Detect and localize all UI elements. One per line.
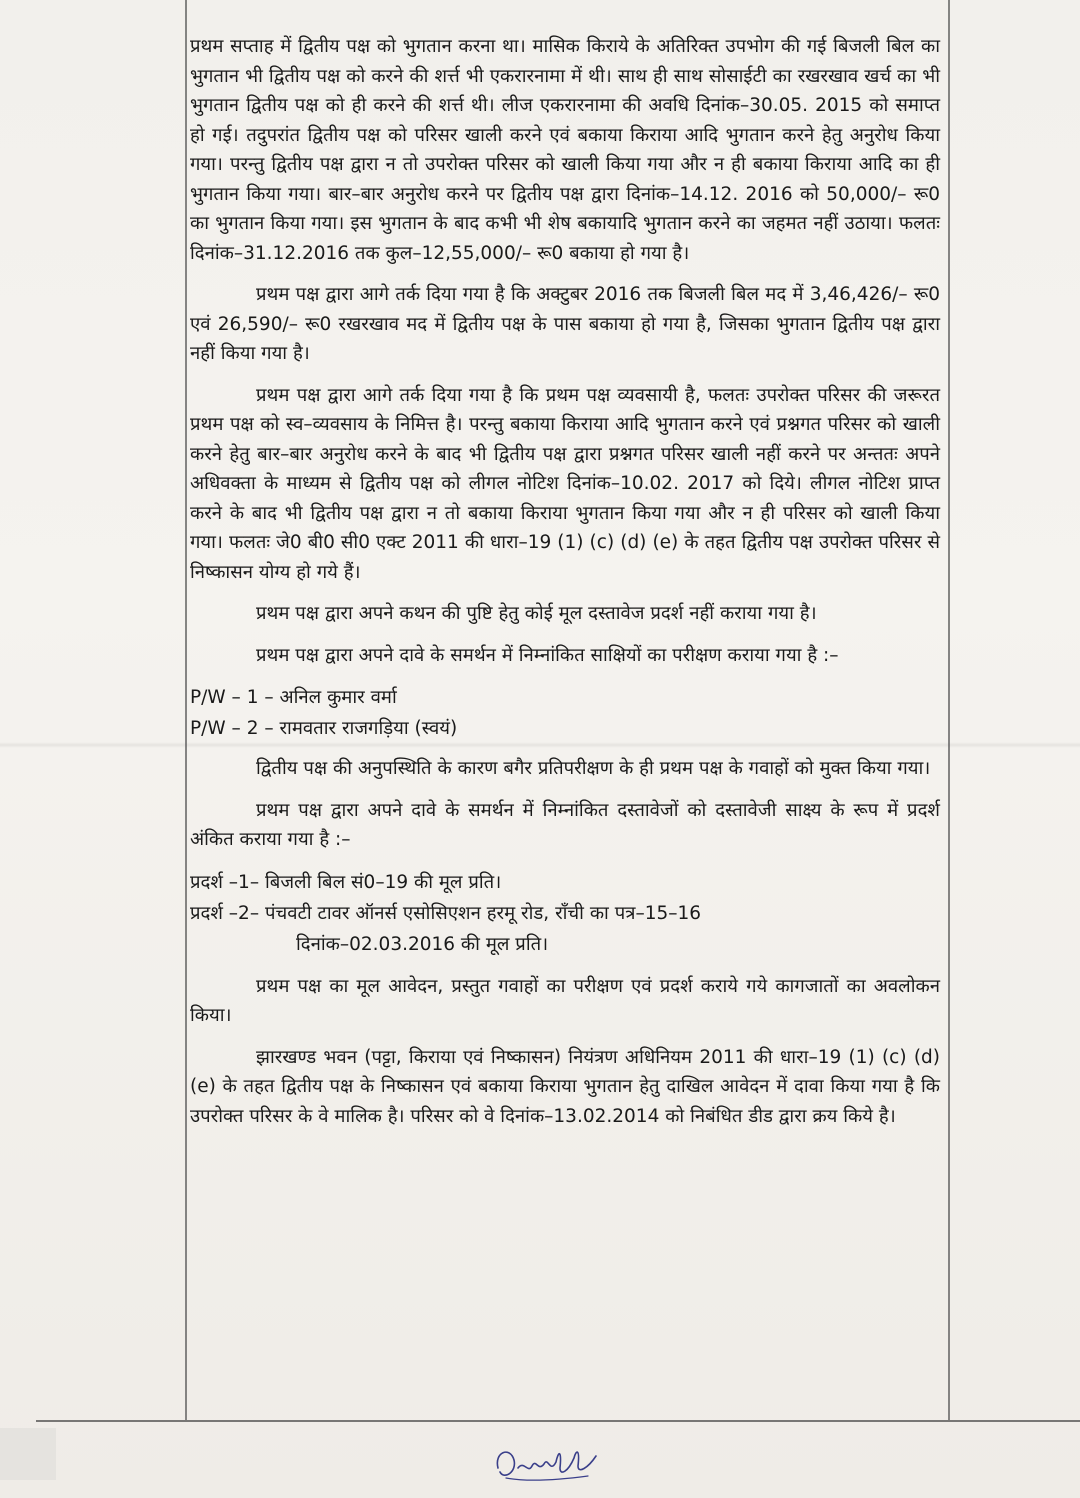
paragraph-3: प्रथम पक्ष द्वारा आगे तर्क दिया गया है कि प्रथम पक्ष व्यवसायी है, फलतः उपरोक्त परिसर की जरूरत प्रथम पक्ष को स्व–व्यवसाय के निमित्त है। परन्तु बकाया किराया आदि भुगतान करने एवं प्रश्नगत परिसर को खाली करने हेतु बार–बार अनुरोध करने के बाद भी द्वितीय पक्ष द्वारा प्रश्नगत परिसर खाली नहीं करने पर अन्ततः अपने अधिवक्ता के माध्यम से द्वितीय पक्ष को लीगल नोटिश दिनांक–10.02. 2017 को दिये। लीगल नोटिश प्राप्त करने के बाद भी द्वितीय पक्ष द्वारा न तो बकाया किराया भुगतान किया गया और न ही परिसर को खाली किया गया। फलतः जे0 बी0 सी0 एक्ट 2011 की धारा–19 (1) (c) (d) (e) के तहत द्वितीय पक्ष उपरोक्त परिसर से निष्कासन योग्य हो गये हैं। xyxy=(190,384,940,583)
exhibit-2-continued: दिनांक–02.03.2016 की मूल प्रति। xyxy=(296,933,549,955)
paragraph-8: प्रथम पक्ष का मूल आवेदन, प्रस्तुत गवाहों का परीक्षण एवं प्रदर्श कराये गये कागजातों का अवलोकन किया। xyxy=(190,975,940,1026)
paragraph-2: प्रथम पक्ष द्वारा आगे तर्क दिया गया है कि अक्टुबर 2016 तक बिजली बिल मद में 3,46,426/– रू0 एवं 26,590/– रू0 रखरखाव मद में द्वितीय पक्ष के पास बकाया हो गया है, जिसका भुगतान द्वितीय पक्ष द्वारा नहीं किया गया है। xyxy=(190,284,940,364)
paragraph-6: द्वितीय पक्ष की अनुपस्थिति के कारण बगैर प्रतिपरीक्षण के ही प्रथम पक्ष के गवाहों को मुक्त किया गया। xyxy=(256,758,931,779)
left-margin-rule xyxy=(185,0,187,1420)
witness-1: P/W – 1 – अनिल कुमार वर्मा xyxy=(190,687,397,708)
exhibit-1: प्रदर्श –1– बिजली बिल सं0–19 की मूल प्रति। xyxy=(190,871,502,893)
exhibit-list xyxy=(190,867,940,960)
bottom-rule xyxy=(36,1420,1080,1422)
paragraph-4: प्रथम पक्ष द्वारा अपने कथन की पुष्टि हेतु कोई मूल दस्तावेज प्रदर्श नहीं कराया गया है। xyxy=(256,603,817,624)
witness-2: P/W – 2 – रामवतार राजगड़िया (स्वयं) xyxy=(190,718,458,739)
document-body xyxy=(190,32,940,1143)
paragraph-5: प्रथम पक्ष द्वारा अपने दावे के समर्थन में निम्नांकित साक्षियों का परीक्षण कराया गया है :– xyxy=(256,644,839,666)
exhibit-2: प्रदर्श –2– पंचवटी टावर ऑनर्स एसोसिएशन हरमू रोड, राँची का पत्र–15–16 xyxy=(190,902,702,924)
witness-list xyxy=(190,682,940,744)
right-margin-rule xyxy=(948,0,950,1420)
handwritten-signature xyxy=(488,1438,608,1488)
corner-shadow xyxy=(0,1428,56,1480)
paragraph-7: प्रथम पक्ष द्वारा अपने दावे के समर्थन में निम्नांकित दस्तावेजों को दस्तावेजी साक्ष्य के रूप में प्रदर्श अंकित कराया गया है :– xyxy=(190,799,940,850)
paragraph-1: प्रथम सप्ताह में द्वितीय पक्ष को भुगतान करना था। मासिक किराये के अतिरिक्त उपभोग की गई बिजली बिल का भुगतान भी द्वितीय पक्ष को करने की शर्त्त भी एकरारनामा में थी। साथ ही साथ सोसाईटी का रखरखाव खर्च का भी भुगतान द्वितीय पक्ष को ही करने की शर्त्त थी। लीज एकरारनामा की अवधि दिनांक–30.05. 2015 को समाप्त हो गई। तदुपरांत द्वितीय पक्ष को परिसर खाली करने एवं बकाया किराया आदि भुगतान करने हेतु अनुरोध किया गया। परन्तु द्वितीय पक्ष द्वारा न तो उपरोक्त परिसर को खाली किया गया और न ही बकाया किराया आदि का ही भुगतान किया गया। बार–बार अनुरोध करने पर द्वितीय पक्ष द्वारा दिनांक–14.12. 2016 को 50,000/– रू0 का भुगतान किया गया। इस भुगतान के बाद कभी भी शेष बकायादि भुगतान करने का जहमत नहीं उठाया। फलतः दिनांक–31.12.2016 तक कुल–12,55,000/– रू0 बकाया हो गया है। xyxy=(190,36,940,264)
paragraph-9: झारखण्ड भवन (पट्टा, किराया एवं निष्कासन) नियंत्रण अधिनियम 2011 की धारा–19 (1) (c) (d) (e) के तहत द्वितीय पक्ष के निष्कासन एवं बकाया किराया भुगतान हेतु दाखिल आवेदन में दावा किया गया है कि उपरोक्त परिसर के वे मालिक है। परिसर को वे दिनांक–13.02.2014 को निबंधित डीड द्वारा क्रय किये है। xyxy=(190,1046,940,1127)
